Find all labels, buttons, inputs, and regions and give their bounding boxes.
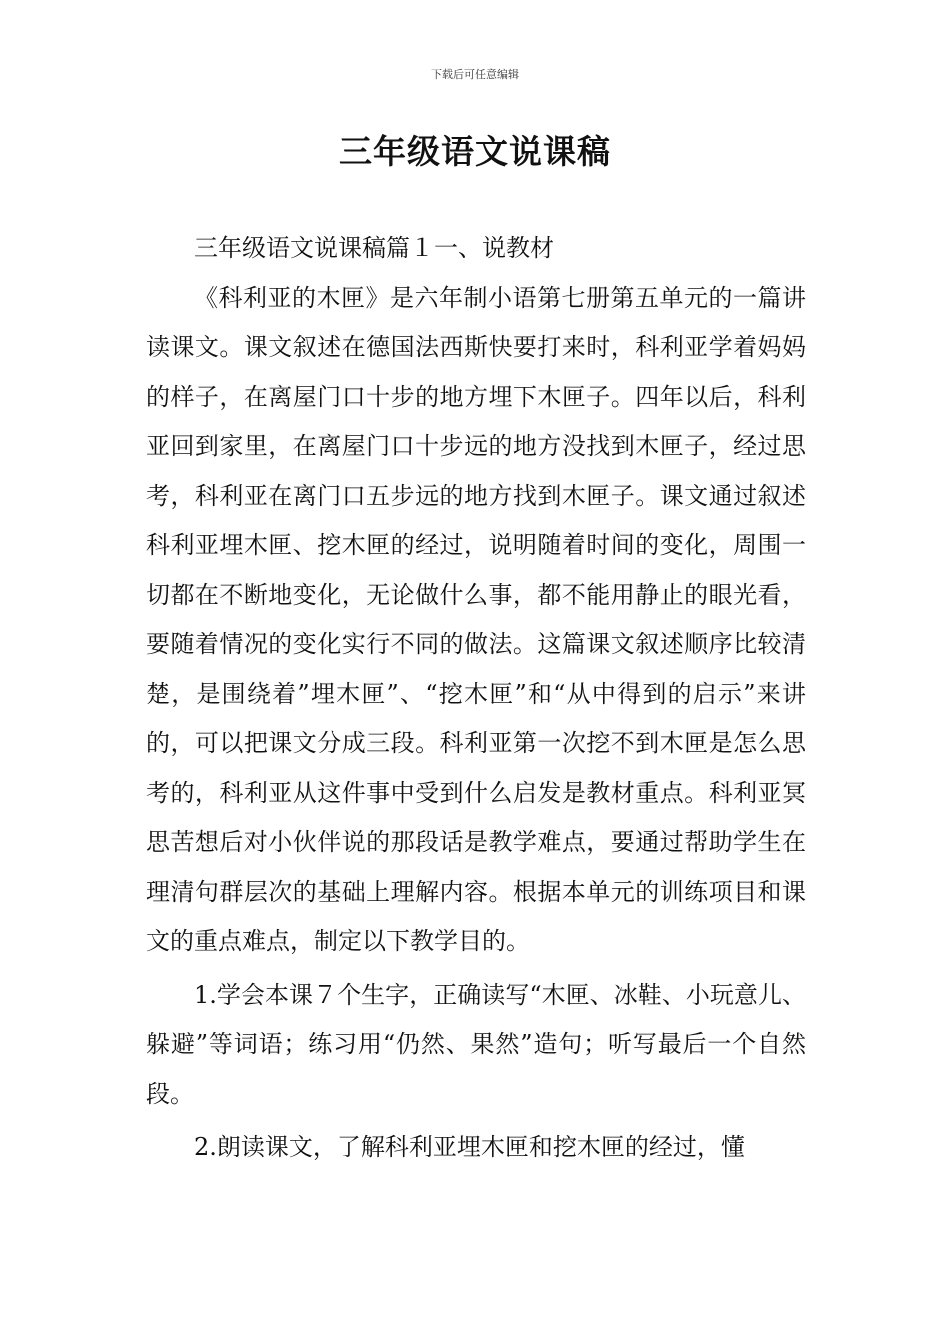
header-note: 下载后可任意编辑 [431, 68, 519, 81]
paragraph-section-heading: 三年级语文说课稿篇１一、说教材 [194, 234, 554, 262]
document-body [146, 224, 806, 1173]
paragraph-textbook-intro: 《科利亚的木匣》是六年制小语第七册第五单元的一篇讲读课文。课文叙述在德国法西斯快要打来时，科利亚学着妈妈的样子，在离屋门口十步的地方埋下木匣子。四年以后，科利亚回到家里，在离屋门口十步远的地方没找到木匣子，经过思考，科利亚在离门口五步远的地方找到木匣子。课文通过叙述科利亚埋木匣、挖木匣的经过，说明随着时间的变化，周围一切都在不断地变化，无论做什么事，都不能用静止的眼光看，要随着情况的变化实行不同的做法。这篇课文叙述顺序比较清楚，是围绕着”埋木匣”、“挖木匣”和“从中得到的启示”来讲的，可以把课文分成三段。科利亚第一次挖不到木匣是怎么思考的，科利亚从这件事中受到什么启发是教材重点。科利亚冥思苦想后对小伙伴说的那段话是教学难点，要通过帮助学生在理清句群层次的基础上理解内容。根据本单元的训练项目和课文的重点难点，制定以下教学目的。 [146, 283, 806, 955]
paragraph-goal-1: 1.学会本课７个生字，正确读写“木匣、冰鞋、小玩意儿、躲避”等词语；练习用“仍然、果然”造句；听写最后一个自然段。 [146, 980, 806, 1108]
document-title: 三年级语文说课稿 [339, 132, 611, 171]
paragraph-goal-2: 2.朗读课文，了解科利亚埋木匣和挖木匣的经过，懂 [194, 1133, 745, 1161]
